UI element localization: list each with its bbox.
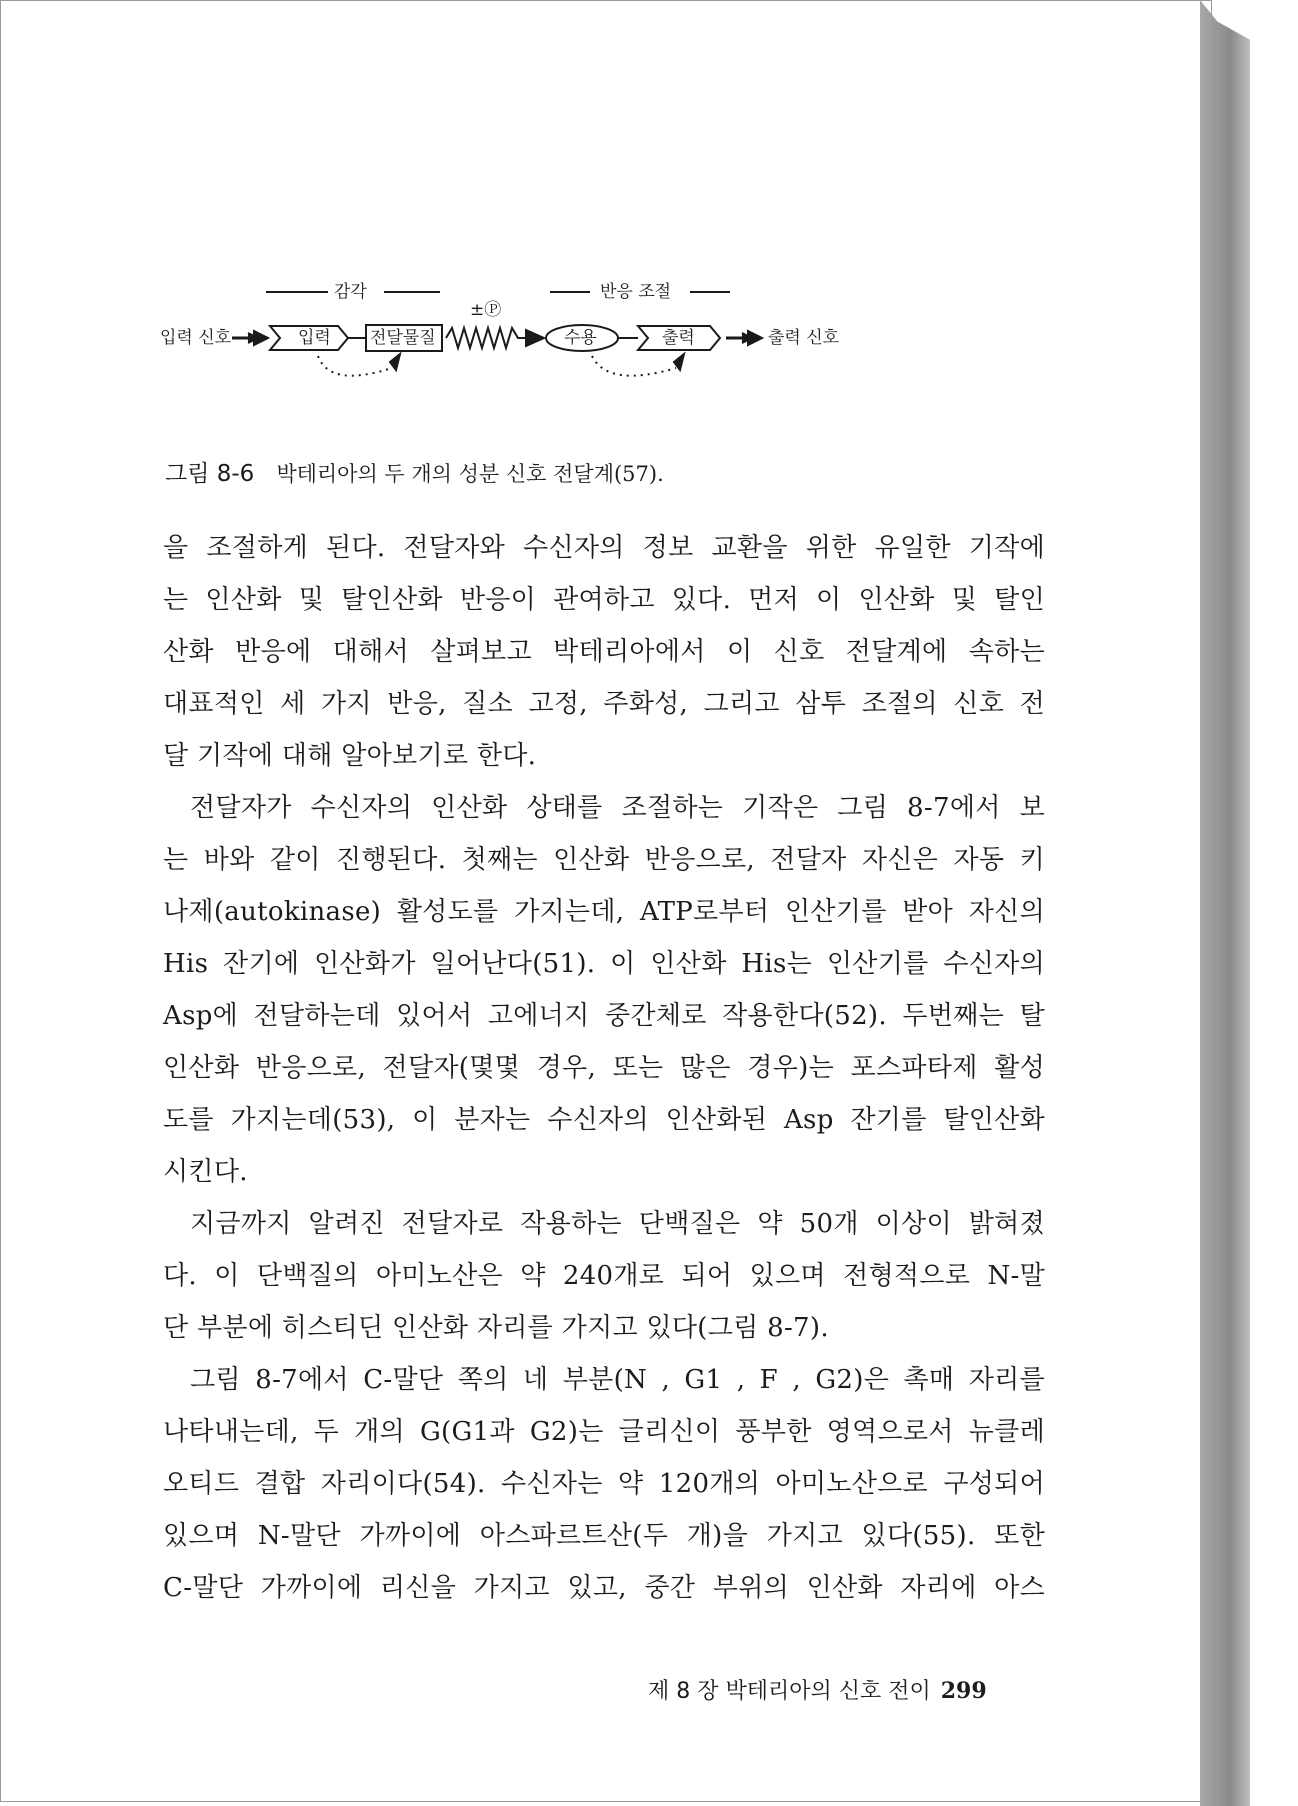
- output-arrow-head: [742, 331, 762, 345]
- input-signal-label: 입력 신호: [160, 328, 232, 348]
- text-line: 오티드 결합 자리이다(54). 수신자는 약 120개의 아미노산으로 구성되어: [163, 1469, 1045, 1499]
- text-line: C-말단 가까이에 리신을 가지고 있고, 중간 부위의 인산화 자리에 아스: [163, 1573, 1045, 1603]
- text-line: 지금까지 알려진 전달자로 작용하는 단백질은 약 50개 이상이 밝혀졌: [190, 1209, 1045, 1239]
- receiver-label: 수용: [564, 328, 597, 348]
- text-line: 인산화 반응으로, 전달자(몇몇 경우, 또는 많은 경우)는 포스파타제 활성: [163, 1053, 1045, 1083]
- page-edge-shadow: [1200, 0, 1250, 1806]
- text-line: 있으며 N-말단 가까이에 아스파르트산(두 개)을 가지고 있다(55). 또한: [163, 1521, 1045, 1551]
- output-signal-label: 출력 신호: [768, 328, 840, 348]
- text-line: 전달자가 수신자의 인산화 상태를 조절하는 기작은 그림 8-7에서 보: [190, 793, 1045, 823]
- signal-transduction-diagram: [160, 270, 1000, 450]
- figure-caption: [165, 455, 664, 488]
- text-line: 그림 8-7에서 C-말단 쪽의 네 부분(N , G1 , F , G2)은 촉매 자리를: [190, 1365, 1045, 1395]
- text-line: 대표적인 세 가지 반응, 질소 고정, 주화성, 그리고 삼투 조절의 신호 전: [163, 689, 1045, 719]
- text-line: 나타내는데, 두 개의 G(G1과 G2)는 글리신이 풍부한 영역으로서 뉴클레: [163, 1417, 1045, 1447]
- input-arrow-head: [248, 331, 268, 345]
- body-text: [163, 522, 1045, 1614]
- output-label: 출력: [662, 328, 695, 348]
- text-line: 나제(autokinase) 활성도를 가지는데, ATP로부터 인산기를 받아 자신의: [163, 897, 1045, 927]
- text-line: Asp에 전달하는데 있어서 고에너지 중간체로 작용한다(52). 두번째는 탈: [163, 1001, 1045, 1031]
- text-line: 도를 가지는데(53), 이 분자는 수신자의 인산화된 Asp 잔기를 탈인산화: [163, 1105, 1045, 1135]
- text-line: 는 인산화 및 탈인산화 반응이 관여하고 있다. 먼저 이 인산화 및 탈인: [163, 585, 1045, 615]
- phospho-label: ±Ⓟ: [470, 300, 502, 320]
- text-line: 다. 이 단백질의 아미노산은 약 240개로 되어 있으며 전형적으로 N-말: [163, 1261, 1045, 1291]
- input-label: 입력: [298, 328, 331, 348]
- phospho-zigzag: [446, 328, 528, 348]
- response-feedback-curve: [592, 356, 676, 376]
- page-footer: [648, 1674, 987, 1705]
- diagram-graphics: [160, 270, 1000, 450]
- text-line: 단 부분에 히스티딘 인산화 자리를 가지고 있다(그림 8-7).: [163, 1313, 829, 1343]
- zigzag-arrow-head: [526, 330, 544, 346]
- text-line: 는 바와 같이 진행된다. 첫째는 인산화 반응으로, 전달자 자신은 자동 키: [163, 845, 1045, 875]
- response-regulation-label: 반응 조절: [600, 282, 672, 302]
- text-line: 시킨다.: [163, 1157, 248, 1187]
- text-line: 을 조절하게 된다. 전달자와 수신자의 정보 교환을 위한 유일한 기작에: [163, 533, 1045, 563]
- figure-caption-text: 박테리아의 두 개의 성분 신호 전달계(57).: [276, 462, 664, 486]
- page-number: 299: [940, 1678, 987, 1704]
- text-line: 달 기작에 대해 알아보기로 한다.: [163, 741, 537, 771]
- figure-number: 그림 8-6: [165, 461, 255, 487]
- sensing-feedback-curve: [318, 356, 392, 376]
- text-line: His 잔기에 인산화가 일어난다(51). 이 인산화 His는 인산기를 수신자의: [163, 949, 1045, 979]
- chapter-title: 제 8 장 박테리아의 신호 전이: [648, 1679, 931, 1704]
- sensing-feedback-head: [390, 354, 400, 370]
- transmitter-label: 전달물질: [370, 328, 436, 348]
- text-line: 산화 반응에 대해서 살펴보고 박테리아에서 이 신호 전달계에 속하는: [163, 637, 1045, 667]
- sensing-label: 감각: [334, 282, 367, 302]
